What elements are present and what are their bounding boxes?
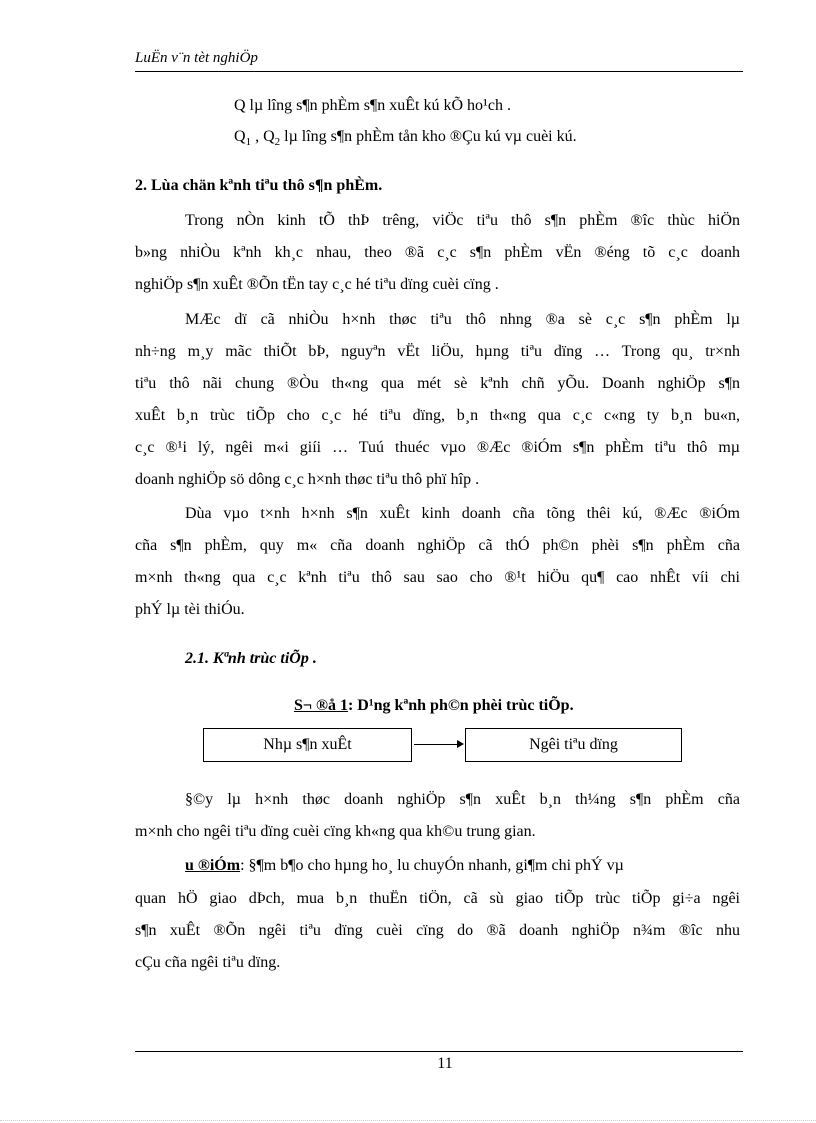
formula-note-q: Q lµ lîng s¶n phÈm s¶n xuÊt kú kÕ ho¹ch .: [234, 97, 511, 114]
page-number: 11: [437, 1055, 453, 1072]
paragraph-3-line-2: cña s¶n phÈm, quy m« cña doanh nghiÖp cã thÓ ph©n phèi s¶n phÈm cña: [135, 537, 740, 554]
paragraph-2-line-5: c¸c ®¹i lý, ngêi m«i giíi … Tuú thuéc vµo ®Æc ®iÓm s¶n phÈm tiªu thô mµ: [135, 439, 740, 456]
paragraph-5-line-1: [185, 857, 624, 875]
paragraph-4-line-1: §©y lµ h×nh thøc doanh nghiÖp s¶n xuÊt b¸n th¼ng s¶n phÈm cña: [185, 791, 740, 808]
diagram-arrow: [414, 744, 462, 745]
paragraph-2-line-6: doanh nghiÖp sö dông c¸c h×nh thøc tiªu thô phï hîp .: [135, 471, 480, 488]
advantage-text: : §¶m b¶o cho hµng ho¸ lu chuyÓn nhanh, gi¶m chi phÝ vµ: [240, 857, 624, 874]
paragraph-5-line-3: s¶n xuÊt ®Õn ngêi tiªu dïng cuèi cïng do ®ã doanh nghiÖp n¾m ®îc nhu: [135, 922, 740, 939]
formula-note-q1-q2: $Q_1$ , $Q_2$ lµ lîng s¶n phÈm tån kho ®Çu kú vµ cuèi kú.: [234, 128, 577, 149]
paragraph-5-line-4: cÇu cña ngêi tiªu dïng.: [135, 954, 281, 971]
paragraph-4-line-2: m×nh cho ngêi tiªu dïng cuèi cïng kh«ng qua kh©u trung gian.: [135, 823, 536, 840]
diagram-title: : D¹ng kªnh ph©n phèi trùc tiÕp.: [347, 697, 574, 714]
paragraph-3-line-1: Dùa vµo t×nh h×nh s¶n xuÊt kinh doanh cña tõng thêi kú, ®Æc ®iÓm: [185, 505, 740, 522]
paragraph-1-line-3: nghiÖp s¶n xuÊt ®Õn tËn tay c¸c hé tiªu dïng cuèi cïng .: [135, 276, 499, 293]
page-bottom-edge: [0, 1120, 816, 1121]
paragraph-3-line-4: phÝ lµ tèi thiÓu.: [135, 601, 245, 618]
diagram-box-producer: Nhµ s¶n xuÊt: [203, 728, 412, 762]
section-heading-2: 2. Lùa chän kªnh tiªu thô s¶n phÈm.: [135, 177, 383, 194]
header-divider: [135, 71, 743, 72]
paragraph-1-line-2: b»ng nhiÒu kªnh kh¸c nhau, theo ®ã c¸c s¶n phÈm vËn ®éng tõ c¸c doanh: [135, 244, 740, 261]
paragraph-2-line-4: xuÊt b¸n trùc tiÕp cho c¸c hé tiªu dïng, b¸n th«ng qua c¸c c«ng ty b¸n bu«n,: [135, 407, 740, 424]
document-header: LuËn v¨n tèt nghiÖp: [135, 50, 258, 66]
paragraph-2-line-2: nh÷ng m¸y mãc thiÕt bÞ, nguyªn vËt liÖu, hµng tiªu dïng … Trong qu¸ tr×nh: [135, 343, 740, 360]
paragraph-2-line-3: tiªu thô nãi chung ®Òu th«ng qua mét sè kªnh chñ yÕu. Doanh nghiÖp s¶n: [135, 375, 740, 392]
paragraph-3-line-3: m×nh th«ng qua c¸c kªnh tiªu thô sau sao cho ®¹t hiÖu qu¶ cao nhÊt víi chi: [135, 569, 740, 586]
section-heading-2-1: 2.1. Kªnh trùc tiÕp .: [185, 650, 317, 667]
advantage-label: u ®iÓm: [185, 857, 241, 874]
diagram-label: S¬ ®å 1: [294, 697, 348, 714]
paragraph-2-line-1: MÆc dï cã nhiÒu h×nh thøc tiªu thô nhng ®a sè c¸c s¶n phÈm lµ: [185, 311, 740, 328]
diagram-caption: [294, 697, 574, 715]
paragraph-5-line-2: quan hÖ giao dÞch, mua b¸n thuËn tiÖn, cã sù giao tiÕp trùc tiÕp gi÷a ngêi: [135, 890, 740, 907]
paragraph-1-line-1: Trong nÒn kinh tÕ thÞ trêng, viÖc tiªu thô s¶n phÈm ®îc thùc hiÖn: [185, 212, 740, 229]
diagram-box-consumer: Ngêi tiªu dïng: [465, 728, 682, 762]
footer-divider: [135, 1051, 743, 1052]
